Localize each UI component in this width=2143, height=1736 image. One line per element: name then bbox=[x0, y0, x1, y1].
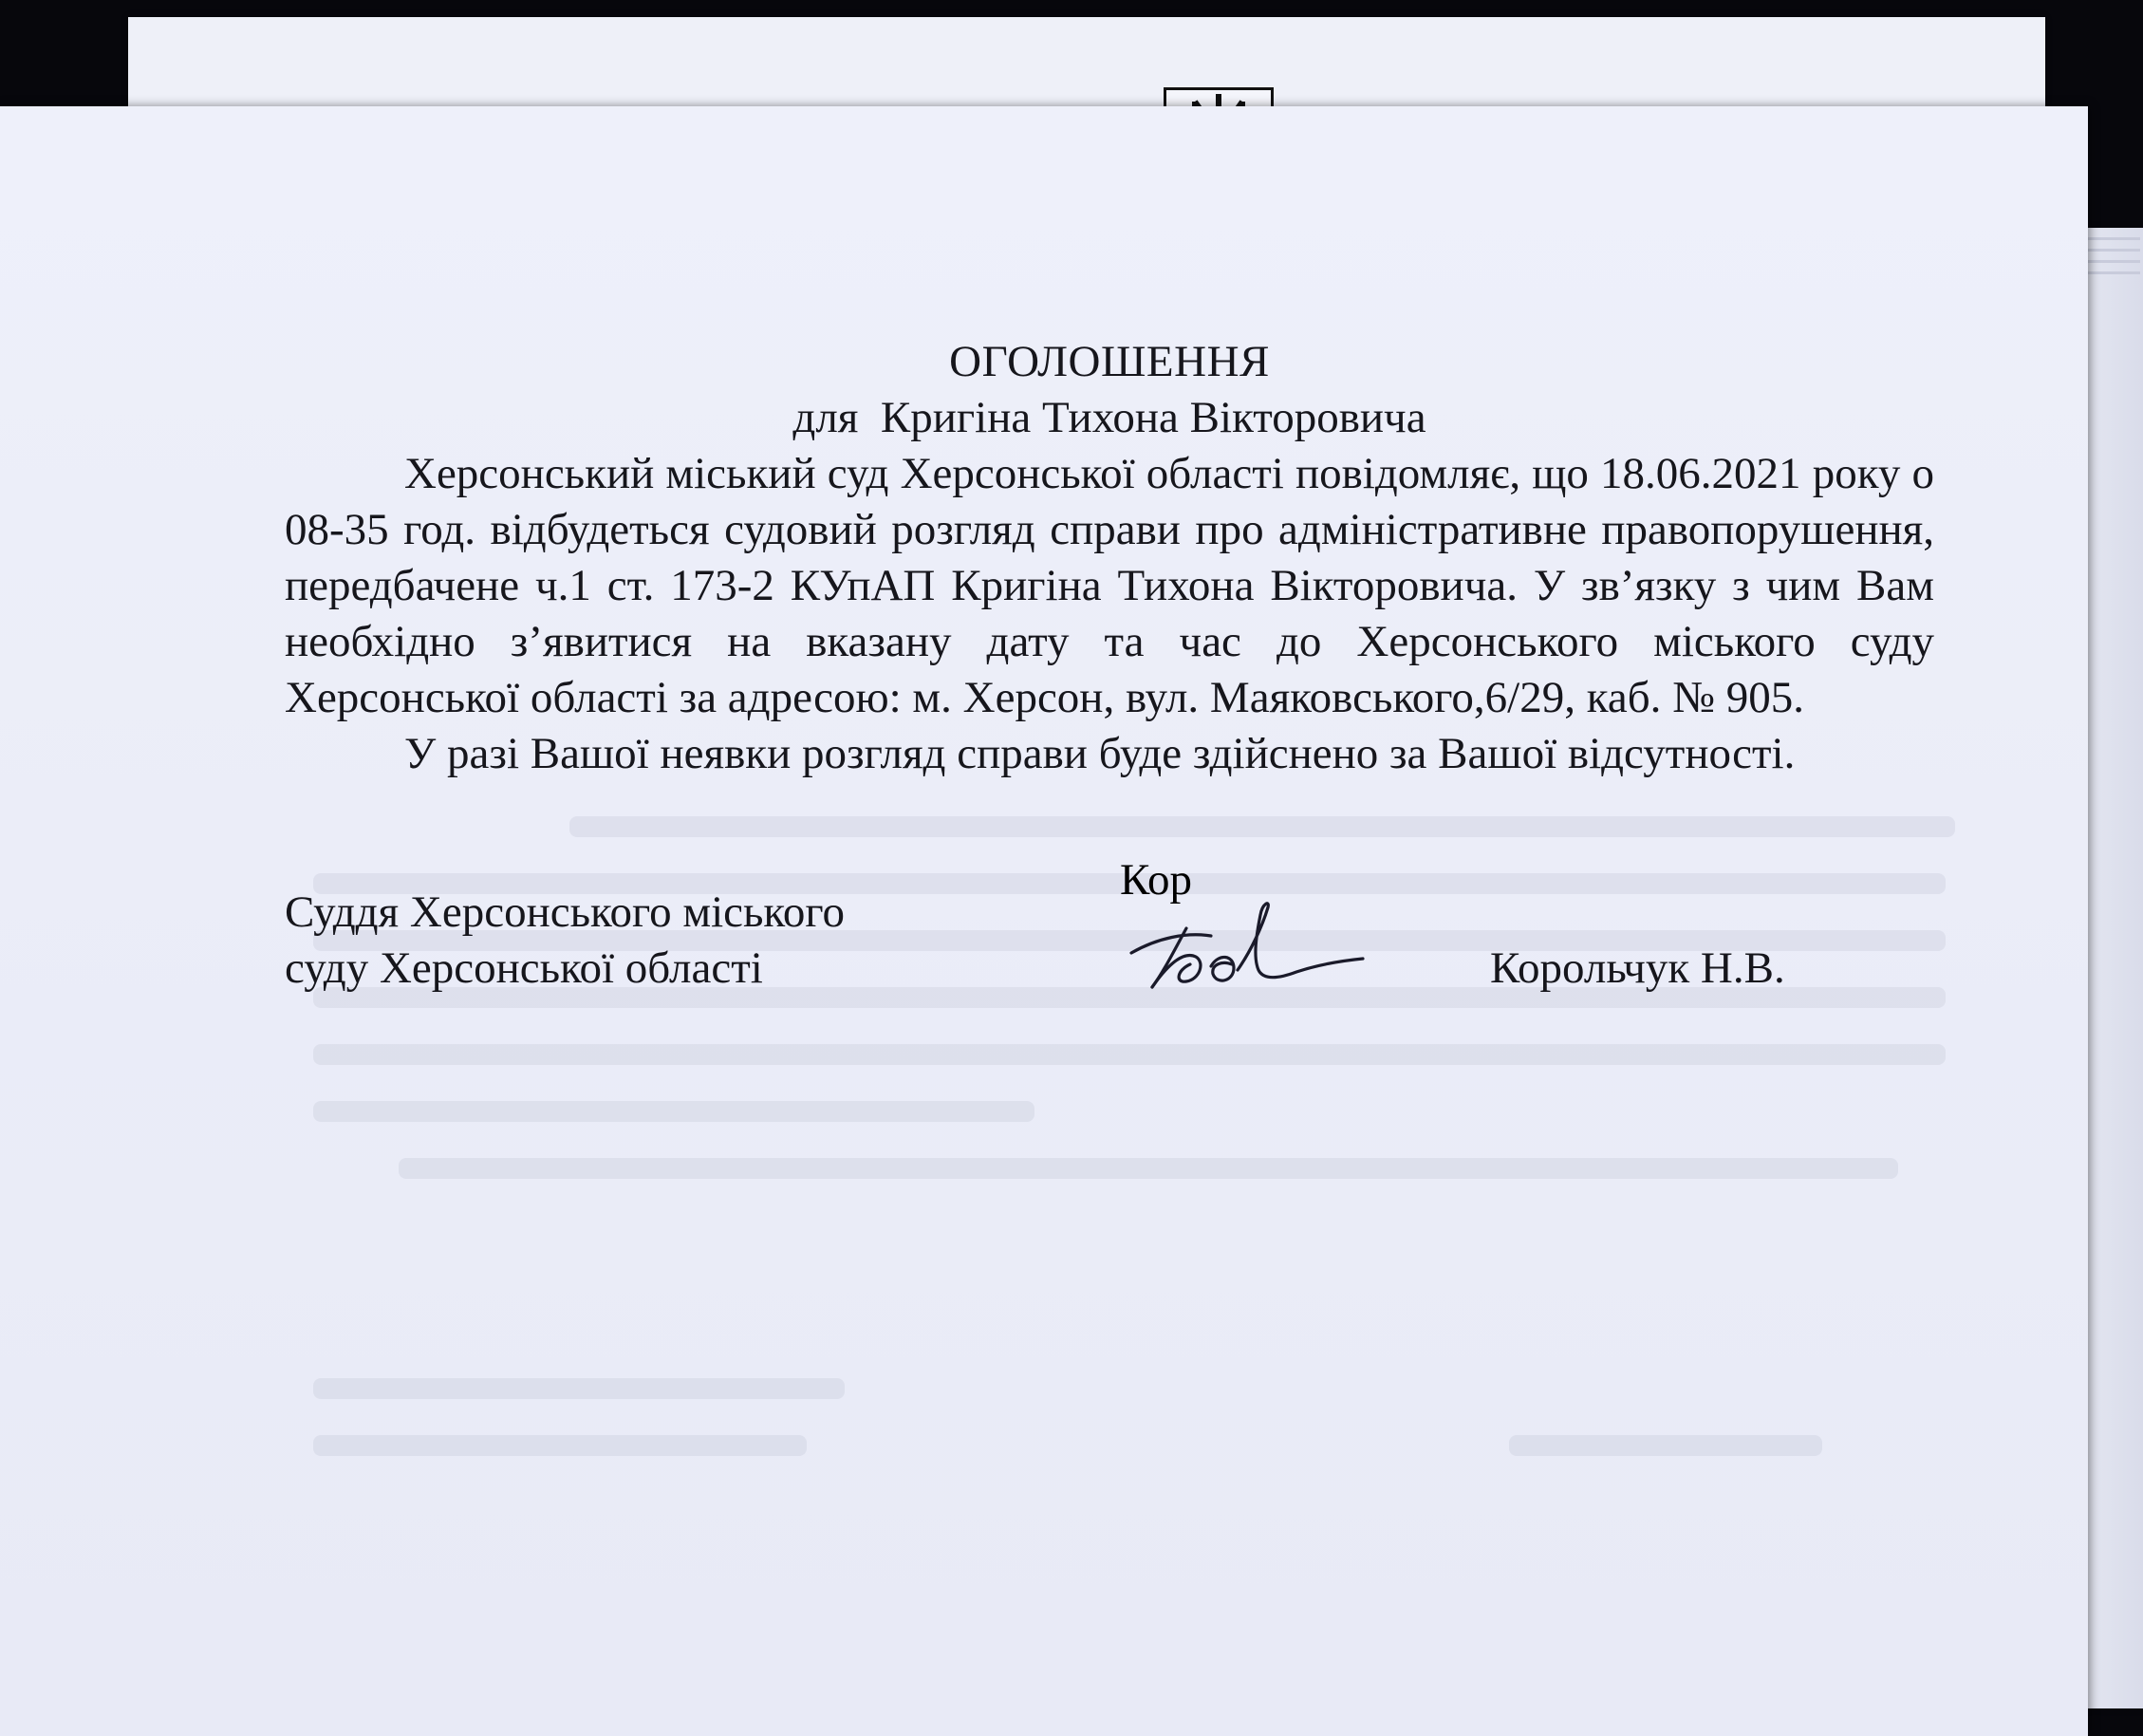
signer-name: Корольчук Н.В. bbox=[1490, 943, 1785, 993]
handwritten-signature bbox=[1120, 855, 1367, 999]
announcement-title: ОГОЛОШЕННЯ bbox=[949, 337, 1270, 386]
announcement bbox=[285, 334, 1934, 782]
signer-position-line: Суддя Херсонського міського bbox=[285, 887, 845, 937]
signature-text: Кор bbox=[1120, 855, 1193, 905]
signer-position bbox=[285, 885, 845, 997]
signature-block bbox=[285, 855, 1934, 1008]
announcement-addressee: для Кригіна Тихона Вікторовича bbox=[792, 393, 1426, 442]
signer-position-line: суду Херсонської області bbox=[285, 943, 763, 993]
document-page bbox=[0, 106, 2088, 1736]
announcement-paragraph: Херсонський міський суд Херсонської області повідомляє, що 18.06.2021 року о 08-35 год. відбудеться судовий розгляд справи про адміністративне правопорушення, передбачене ч.1 ст. 173-2 КУпАП Кригіна Тихона Вікторовича. У зв’язку з чим Вам необхідно з’явитися на вказану дату та час до Херсонського міського суду Херсонської області за адресою: м. Херсон, вул. Маяковського,6/29, каб. № 905. bbox=[285, 449, 1934, 722]
announcement-paragraph: У разі Вашої неявки розгляд справи буде здійснено за Вашої відсутності. bbox=[404, 729, 1796, 778]
